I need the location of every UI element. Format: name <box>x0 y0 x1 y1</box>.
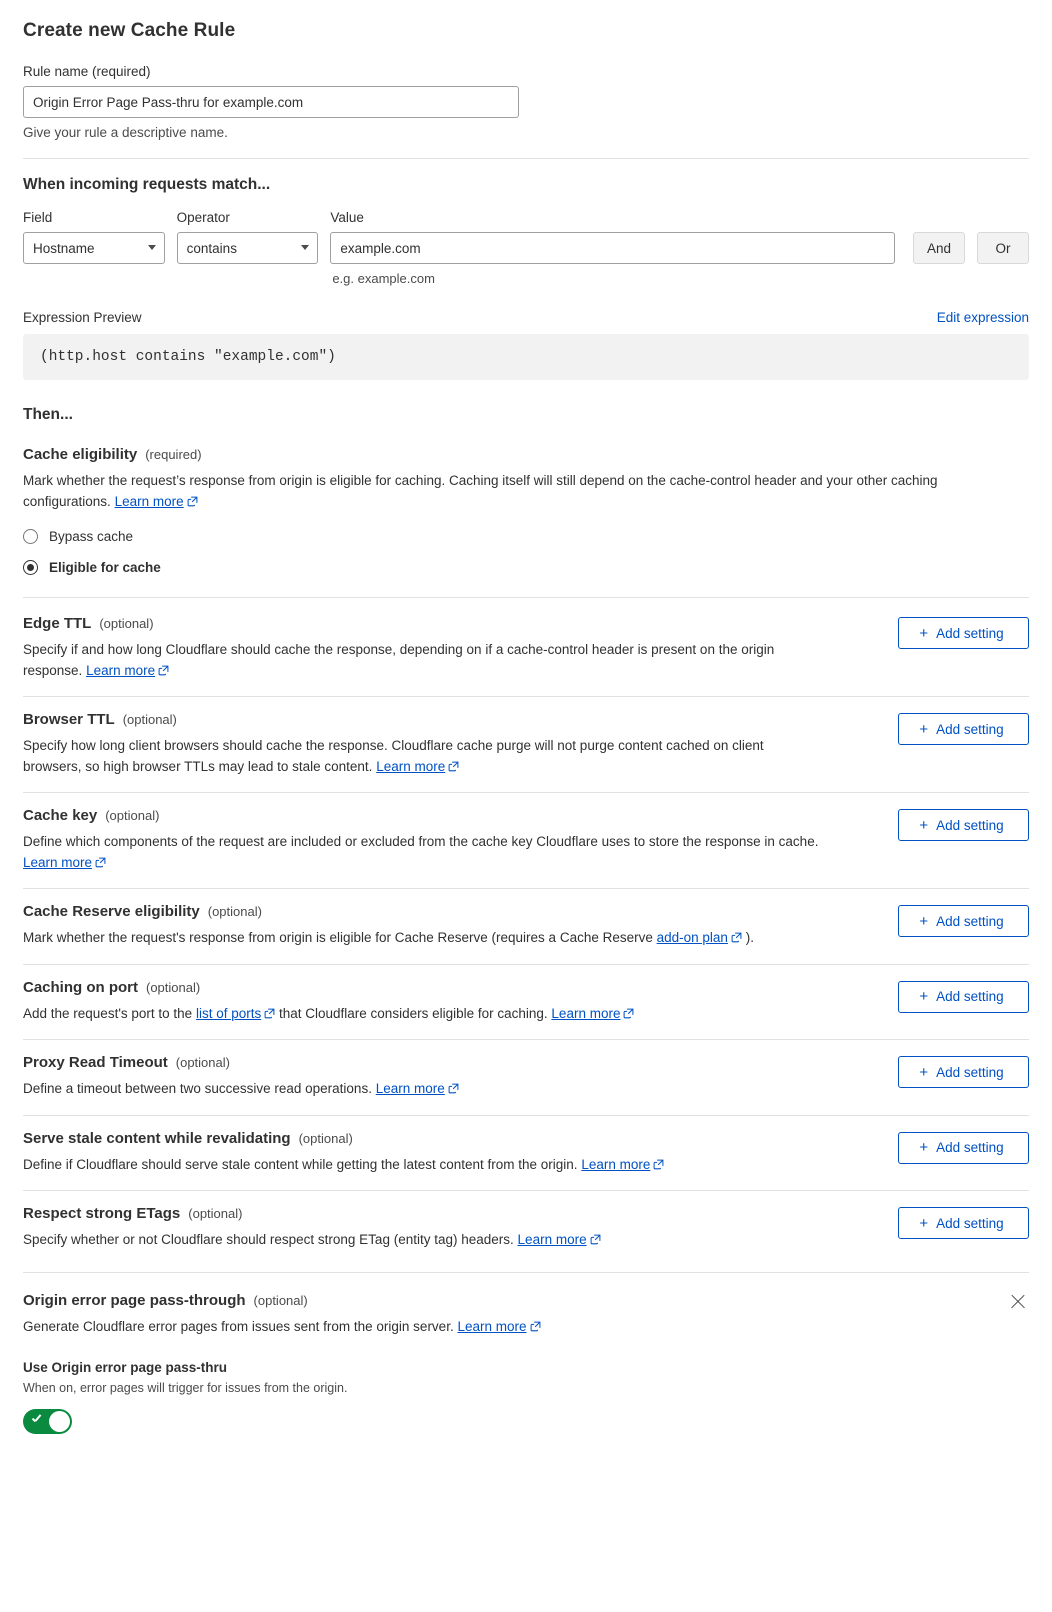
add-setting-button[interactable] <box>898 905 1029 937</box>
logic-column <box>907 210 1029 264</box>
operator-select-wrap <box>177 232 319 264</box>
setting-flag: (optional) <box>298 1130 353 1146</box>
setting-description <box>23 640 823 682</box>
radio-bypass-cache-label: Bypass cache <box>49 529 134 545</box>
use-origin-error-page-description: When on, error pages will trigger for issues from the origin. <box>23 1381 348 1396</box>
external-link-icon <box>448 1080 459 1101</box>
setting-description-text: Define a timeout between two successive read operations. <box>23 1081 372 1097</box>
setting-left <box>23 711 878 778</box>
setting-description-text: Specify if and how long Cloudflare should cache the response, depending on if a cache-control header is present on the origin response. <box>23 642 775 678</box>
setting-flag: (optional) <box>207 904 262 920</box>
divider <box>23 888 1029 889</box>
plus-icon: + <box>919 988 929 1006</box>
value-input[interactable] <box>330 232 895 264</box>
edit-expression-link[interactable]: Edit expression <box>936 310 1029 325</box>
toggle-knob <box>49 1411 70 1432</box>
field-column <box>23 210 165 264</box>
external-link-icon <box>95 854 106 875</box>
plus-icon: + <box>919 1139 929 1157</box>
setting-title: Cache Reserve eligibility <box>23 903 200 921</box>
radio-bypass-cache[interactable] <box>23 529 1029 544</box>
setting-description <box>23 1230 878 1252</box>
setting-serve-stale-content <box>23 1130 1029 1177</box>
origin-error-page-title-row <box>23 1292 541 1309</box>
add-setting-button[interactable] <box>898 1132 1029 1164</box>
radio-icon-unselected <box>23 529 38 544</box>
cache-eligibility-description-text: Mark whether the request’s response from origin is eligible for caching. Caching itself will still depend on the cache-control header and your other caching configurations. <box>23 473 938 509</box>
divider <box>23 1039 1029 1040</box>
add-setting-button[interactable] <box>898 617 1029 649</box>
plus-icon: + <box>919 1063 929 1081</box>
setting-left <box>23 1205 878 1252</box>
add-setting-label: Add setting <box>936 1215 1004 1231</box>
cache-eligibility-description <box>23 471 1008 513</box>
setting-title: Respect strong ETags <box>23 1205 181 1223</box>
setting-flag: (optional) <box>175 1055 230 1071</box>
setting-description-text: Define if Cloudflare should serve stale content while getting the latest content from the origin. <box>23 1156 578 1172</box>
expression-header <box>23 310 1029 325</box>
add-on-plan-link[interactable]: add-on plan <box>656 930 728 946</box>
match-row <box>23 210 1029 286</box>
external-link-icon <box>623 1005 634 1026</box>
setting-edge-ttl <box>23 615 1029 682</box>
setting-left <box>23 1130 878 1177</box>
origin-error-page-description-text: Generate Cloudflare error pages from issues sent from the origin server. <box>23 1318 454 1334</box>
cache-eligibility-title-row <box>23 446 1029 463</box>
setting-description <box>23 928 878 950</box>
external-link-icon <box>448 758 459 779</box>
rule-name-group <box>23 64 1029 140</box>
divider <box>23 1272 1029 1273</box>
use-origin-error-page-toggle[interactable] <box>23 1409 72 1434</box>
origin-error-page-description <box>23 1317 541 1339</box>
divider <box>23 1115 1029 1116</box>
plus-icon: + <box>919 624 929 642</box>
origin-error-page-heading <box>23 1292 541 1339</box>
setting-flag: (optional) <box>146 979 201 995</box>
setting-title: Proxy Read Timeout <box>23 1054 168 1072</box>
rule-name-input[interactable] <box>23 86 519 118</box>
add-setting-label: Add setting <box>936 817 1004 833</box>
setting-title: Edge TTL <box>23 615 92 633</box>
setting-title-row <box>23 807 878 824</box>
value-column <box>330 210 895 286</box>
radio-eligible-for-cache[interactable] <box>23 560 1029 575</box>
setting-description <box>23 1004 878 1026</box>
setting-flag: (optional) <box>105 808 160 824</box>
setting-title-row <box>23 903 878 920</box>
or-button[interactable]: Or <box>977 232 1029 264</box>
setting-browser-ttl <box>23 711 1029 778</box>
add-setting-button[interactable] <box>898 713 1029 745</box>
setting-description <box>23 1079 878 1101</box>
expression-preview <box>23 334 1029 380</box>
setting-cache-key <box>23 807 1029 874</box>
add-setting-label: Add setting <box>936 989 1004 1005</box>
and-button[interactable]: And <box>913 232 965 264</box>
divider <box>23 792 1029 793</box>
divider <box>23 964 1029 965</box>
setting-flag: (optional) <box>122 712 177 728</box>
setting-title-row <box>23 1130 878 1147</box>
field-select-wrap <box>23 232 165 264</box>
divider <box>23 597 1029 598</box>
field-label: Field <box>23 210 53 225</box>
setting-title-row <box>23 711 878 728</box>
setting-description <box>23 736 823 778</box>
setting-description-text: Specify how long client browsers should cache the response. Cloudflare cache purge will not purge content cached on client browsers, so high browser TTLs may lead to stale content. <box>23 738 764 774</box>
operator-label: Operator <box>176 210 230 225</box>
cache-eligibility-block <box>23 446 1029 575</box>
learn-more-link[interactable]: Learn more <box>376 758 446 774</box>
setting-respect-strong-etags <box>23 1205 1029 1252</box>
expression-text: (http.host contains "example.com") <box>40 349 336 365</box>
plus-icon: + <box>919 816 929 834</box>
external-link-icon <box>187 493 198 514</box>
add-setting-label: Add setting <box>936 721 1004 737</box>
setting-description-text: Specify whether or not Cloudflare should respect strong ETag (entity tag) headers. <box>23 1232 514 1248</box>
setting-proxy-read-timeout <box>23 1054 1029 1101</box>
match-section-title: When incoming requests match... <box>23 176 271 193</box>
add-setting-button[interactable] <box>898 1056 1029 1088</box>
setting-left <box>23 1054 878 1101</box>
learn-more-link[interactable]: Learn more <box>86 662 156 678</box>
add-setting-label: Add setting <box>936 1064 1004 1080</box>
setting-description-tail: ). <box>745 930 754 946</box>
external-link-icon <box>590 1231 601 1252</box>
value-hint: e.g. example.com <box>332 271 435 286</box>
page-title: Create new Cache Rule <box>23 20 236 41</box>
setting-description-text: Mark whether the request's response from origin is eligible for Cache Reserve (requires a Cache Reserve <box>23 930 653 946</box>
setting-description-text: Define which components of the request are included or excluded from the cache key Cloudflare uses to store the response in cache. <box>23 834 819 850</box>
check-icon <box>32 1414 40 1427</box>
learn-more-link[interactable]: Learn more <box>551 1005 621 1021</box>
use-origin-error-page-label: Use Origin error page pass-thru <box>23 1360 228 1376</box>
learn-more-link[interactable]: Learn more <box>517 1232 587 1248</box>
setting-left <box>23 903 878 950</box>
add-setting-label: Add setting <box>936 1140 1004 1156</box>
setting-title: Cache key <box>23 807 98 825</box>
cache-eligibility-flag: (required) <box>145 447 202 462</box>
then-heading: Then... <box>23 406 73 423</box>
setting-title: Browser TTL <box>23 711 115 729</box>
external-link-icon <box>530 1318 541 1339</box>
plus-icon: + <box>919 912 929 930</box>
operator-column <box>177 210 319 264</box>
divider <box>23 1190 1029 1191</box>
learn-more-link[interactable]: Learn more <box>23 854 93 870</box>
origin-error-page-title: Origin error page pass-through <box>23 1291 246 1309</box>
learn-more-link[interactable]: Learn more <box>114 493 184 509</box>
setting-description <box>23 832 833 874</box>
setting-title-row <box>23 1205 878 1222</box>
setting-flag: (optional) <box>99 616 154 632</box>
setting-title-row <box>23 979 878 996</box>
operator-select[interactable] <box>177 232 319 264</box>
value-label: Value <box>330 210 364 225</box>
setting-cache-reserve-eligibility <box>23 903 1029 950</box>
setting-left <box>23 615 878 682</box>
logic-buttons <box>913 232 1029 264</box>
rule-name-helper: Give your rule a descriptive name. <box>23 125 228 140</box>
external-link-icon <box>731 929 742 950</box>
setting-caching-on-port <box>23 979 1029 1026</box>
setting-title-row <box>23 615 878 632</box>
setting-title-row <box>23 1054 878 1071</box>
plus-icon: + <box>919 1214 929 1232</box>
radio-icon-selected <box>23 560 38 575</box>
divider <box>23 158 1029 159</box>
radio-eligible-for-cache-label: Eligible for cache <box>49 560 161 576</box>
rule-name-label: Rule name (required) <box>23 64 151 79</box>
external-link-icon <box>653 1156 664 1177</box>
cache-eligibility-title: Cache eligibility <box>23 446 138 463</box>
add-setting-button[interactable] <box>898 809 1029 841</box>
setting-left <box>23 979 878 1026</box>
list-of-ports-link[interactable]: list of ports <box>195 1005 262 1021</box>
setting-title: Caching on port <box>23 978 138 996</box>
setting-description-mid: that Cloudflare considers eligible for caching. <box>279 1005 548 1021</box>
origin-error-page-block <box>23 1292 1029 1435</box>
add-setting-button[interactable] <box>898 981 1029 1013</box>
add-setting-button[interactable] <box>898 1207 1029 1239</box>
expression-label: Expression Preview <box>23 310 142 325</box>
origin-error-page-flag: (optional) <box>253 1292 308 1308</box>
learn-more-link[interactable]: Learn more <box>457 1318 527 1334</box>
setting-description <box>23 1155 878 1177</box>
external-link-icon <box>158 662 169 683</box>
close-icon[interactable] <box>1007 1291 1029 1313</box>
external-link-icon <box>264 1005 275 1026</box>
setting-title: Serve stale content while revalidating <box>23 1129 291 1147</box>
add-setting-label: Add setting <box>936 625 1004 641</box>
plus-icon: + <box>919 720 929 738</box>
learn-more-link[interactable]: Learn more <box>581 1156 651 1172</box>
origin-error-page-header <box>23 1292 1029 1339</box>
field-select[interactable] <box>23 232 165 264</box>
setting-description-text: Add the request's port to the <box>23 1005 193 1021</box>
divider <box>23 696 1029 697</box>
setting-left <box>23 807 878 874</box>
add-setting-label: Add setting <box>936 913 1004 929</box>
learn-more-link[interactable]: Learn more <box>375 1081 445 1097</box>
setting-flag: (optional) <box>188 1206 243 1222</box>
